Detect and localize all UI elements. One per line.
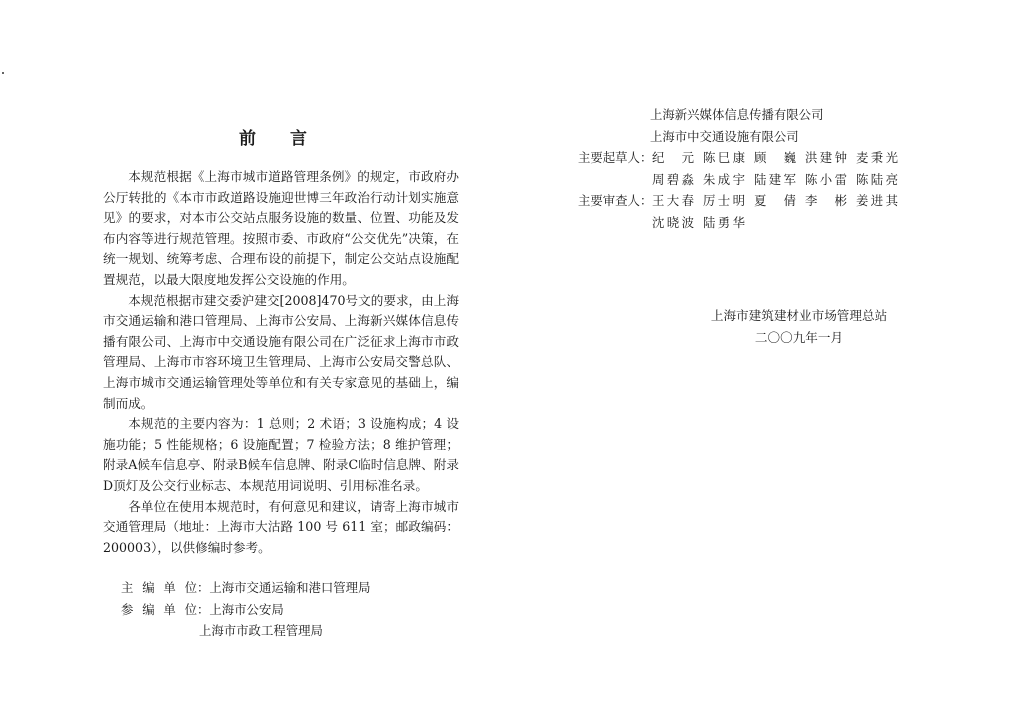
co-editor-unit: 上海市市政工程管理局 — [199, 623, 323, 638]
issue-date: 二〇〇九年一月 — [754, 329, 844, 345]
chief-editor-unit: 上海市交通运输和港口管理局 — [209, 580, 371, 595]
name-cell — [856, 169, 907, 191]
co-editor-label: 参编单位 — [121, 601, 197, 617]
co-editor-unit: 上海市公安局 — [209, 601, 284, 617]
name-list — [652, 190, 907, 212]
co-editor-unit: 上海市中交通设施有限公司 — [650, 128, 799, 144]
name-list — [652, 212, 754, 234]
foreword-paragraph: 本规范根据市建交委沪建交[2008]470号文的要求，由上海市交通运输和港口管理局、上海市公安局、上海新兴媒体信息传播有限公司、上海市中交通设施有限公司在广泛征求上海市市政管理局、上海市市容环境卫生管理局、上海市公安局交警总队、上海市城市交通运输管理处等单位和有关专家意见的基础上，编制而成。 — [103, 292, 459, 411]
foreword-paragraph: 各单位在使用本规范时，有何意见和建议，请寄上海市城市交通管理局（地址：上海市大沽路 100 号 611 室；邮政编码：200003），以供修编时参考。 — [103, 498, 459, 555]
foreword-body — [103, 167, 459, 558]
role-spacer — [578, 212, 652, 234]
reviewer-name: 姜进其 — [856, 193, 898, 208]
drafters-row — [578, 169, 907, 191]
issuer-block — [704, 305, 894, 348]
name-cell — [703, 212, 754, 234]
issuer-name: 上海市建筑建材业市场管理总站 — [710, 308, 888, 323]
drafter-name: 朱成宇 — [703, 171, 745, 187]
name-cell — [805, 169, 856, 191]
page-title: 前 言 — [239, 129, 321, 149]
drafter-name: 陈陆亮 — [856, 171, 898, 187]
name-cell — [754, 169, 805, 191]
foreword-paragraph: 本规范的主要内容为：1 总则；2 术语；3 设施构成；4 设施功能；5 性能规格；6 设施配置；7 检验方法；8 维护管理；附录A候车信息亭、附录B候车信息牌、附录C临时信息牌、附录D顶灯及公交行业标志、本规范用词说明、引用标准名录。 — [103, 416, 459, 493]
reviewer-name: 厉士明 — [703, 193, 745, 208]
name-cell — [703, 147, 754, 169]
drafter-name: 洪建钟 — [805, 150, 847, 165]
drafter-name: 纪元 — [652, 150, 694, 165]
name-cell — [805, 147, 856, 169]
name-cell — [652, 169, 703, 191]
reviewer-name: 陆勇华 — [703, 214, 745, 230]
foreword-paragraph: 本规范根据《上海市城市道路管理条例》的规定，市政府办公厅转批的《本市市政道路设施迎世博三年政治行动计划实施意见》的要求，对本市公交站点服务设施的数量、位置、功能及发布内容等进行规范管理。按照市委、市政府“公交优先”决策，在统一规划、统筹考虑、合理布设的前提下，制定公交站点设施配置规范，以最大限度地发挥公交设施的作用。 — [103, 169, 459, 287]
name-cell — [652, 212, 703, 234]
reviewer-name: 李彬 — [805, 193, 847, 208]
name-cell — [856, 190, 907, 212]
name-cell — [754, 190, 805, 212]
drafter-name: 陈小雷 — [805, 171, 847, 187]
name-list — [652, 147, 907, 169]
co-editor-line — [121, 620, 451, 642]
name-cell — [805, 190, 856, 212]
colon: ： — [197, 601, 210, 617]
reviewer-name: 沈晓波 — [652, 214, 694, 230]
drafter-name: 周碧淼 — [652, 171, 694, 187]
drafter-name: 顾巍 — [754, 150, 796, 165]
co-editor-units-cont — [650, 104, 823, 147]
co-editor-unit: 上海新兴媒体信息传播有限公司 — [650, 107, 824, 122]
drafter-name: 陈巳康 — [703, 150, 745, 165]
reviewers-label: 主要审查人： — [578, 193, 653, 208]
reviewer-name: 王大春 — [652, 193, 694, 208]
drafter-name: 麦秉光 — [856, 150, 898, 165]
editor-units — [121, 577, 451, 642]
staff-list — [578, 147, 907, 233]
right-page — [512, 0, 1024, 728]
reviewers-row — [578, 190, 907, 212]
scan-speck — [2, 72, 4, 74]
colon: ： — [197, 580, 210, 595]
name-cell — [652, 147, 703, 169]
name-cell — [652, 190, 703, 212]
name-cell — [856, 147, 907, 169]
reviewer-name: 夏倩 — [754, 193, 796, 208]
role-spacer — [578, 169, 652, 191]
co-editor-line — [121, 599, 451, 621]
drafters-row — [578, 147, 907, 169]
name-list — [652, 169, 907, 191]
drafters-label: 主要起草人： — [578, 150, 653, 165]
reviewers-row — [578, 212, 907, 234]
name-cell — [703, 169, 754, 191]
chief-editor-label: 主编单位 — [121, 580, 197, 595]
name-cell — [703, 190, 754, 212]
drafter-name: 陆建军 — [754, 171, 796, 187]
chief-editor-line — [121, 577, 451, 599]
name-cell — [754, 147, 805, 169]
